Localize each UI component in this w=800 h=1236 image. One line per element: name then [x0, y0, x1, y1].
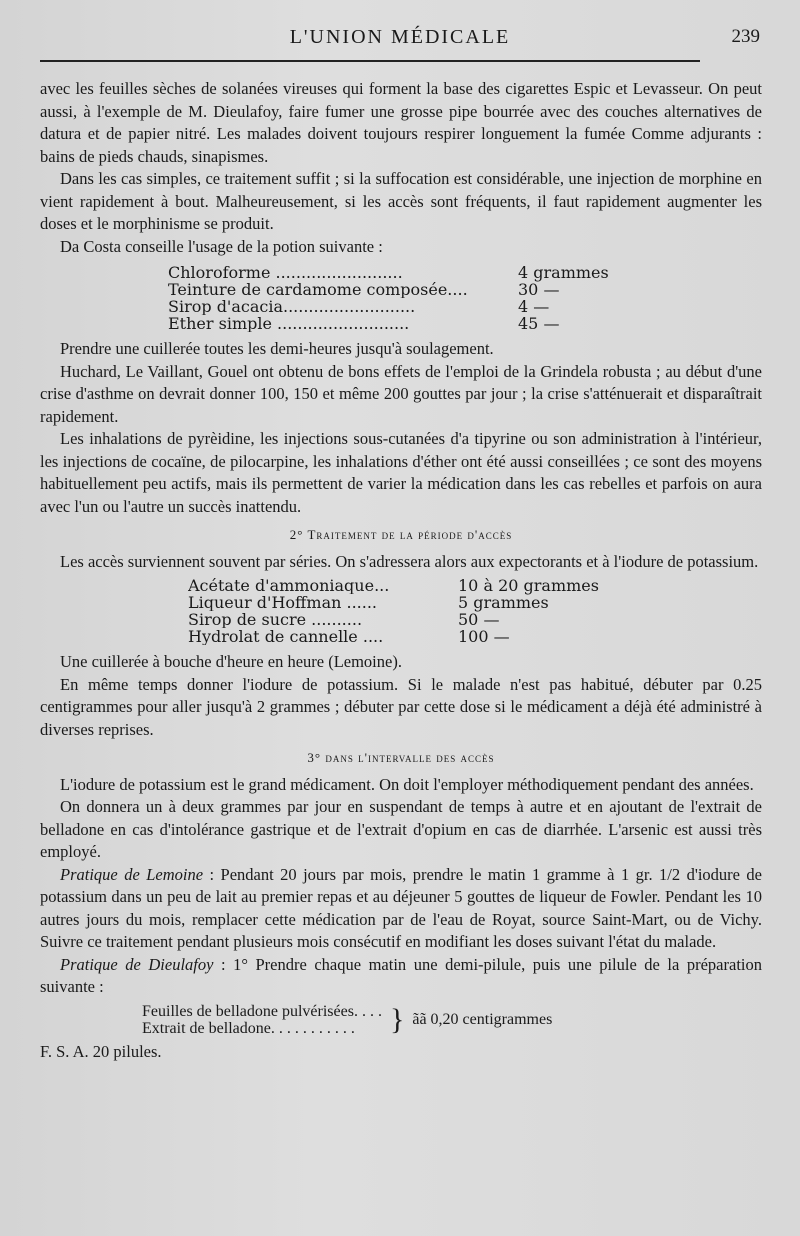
paragraph: Da Costa conseille l'usage de la potion suivante :	[60, 236, 383, 256]
recipe-row	[168, 315, 628, 332]
recipe-row	[188, 611, 608, 628]
ingredient: Teinture de cardamome composée....	[168, 281, 468, 298]
lemoine-text: : Pendant 20 jours par mois, prendre le matin 1 gramme à 1 gr. 1/2 d'iodure de potassium dans un peu de lait au premier repas et au déjeuner 5 gouttes de liqueur de Fowler. Pendant les 10 autres jours du mois, remplacer cette médication par de l'eau de Royat, source Saint-Mart, ou de Vichy. Suivre ce traitement pendant plusieurs mois consécutif en modifiant les doses suivant l'état du malade.	[40, 864, 762, 951]
brace: }	[389, 1002, 405, 1036]
pill-ingredients	[142, 1003, 382, 1037]
paragraph-lemoine	[40, 864, 762, 954]
ingredient: Hydrolat de cannelle ....	[188, 628, 384, 645]
quantity: 4 —	[518, 297, 550, 316]
ingredient: Extrait de belladone. . . . . . . . . . .	[142, 1019, 355, 1037]
paragraph: En même temps donner l'iodure de potassium. Si le malade n'est pas habitué, débuter par 0.25 centigrammes pour aller jusqu'à 2 grammes ; débuter par cette dose si le médicament a déjà été administré à diverses reprises.	[40, 674, 762, 739]
quantity: 30 —	[518, 280, 560, 299]
recipe-expectorant	[188, 577, 608, 645]
section-heading: 3° dans l'intervalle des accès	[307, 750, 495, 765]
quantity: 4 grammes	[518, 263, 609, 282]
ingredient: Sirop de sucre ..........	[188, 611, 363, 628]
paragraph: Huchard, Le Vaillant, Gouel ont obtenu de bons effets de l'emploi de la Grindela robusta ; au début d'une crise d'asthme on devrait donner 100, 150 et même 200 gouttes par jour ; la crise s'atténuerait et disparaîtrait rapidement.	[40, 361, 762, 426]
recipe-row	[188, 594, 608, 611]
paragraph: Prendre une cuillerée toutes les demi-heures jusqu'à soulagement.	[60, 339, 494, 358]
header-rule	[40, 60, 700, 62]
ingredient: Sirop d'acacia..........................	[168, 298, 416, 315]
recipe-row	[168, 281, 628, 298]
running-header	[40, 26, 760, 56]
recipe-row	[168, 298, 628, 315]
paragraph: Les accès surviennent souvent par séries. On s'adressera alors aux expectorants et à l'iodure de potassium.	[60, 551, 759, 571]
pill-dose: ãã 0,20 centigrammes	[412, 1011, 553, 1028]
dieulafoy-label: Pratique de Dieulafoy	[60, 954, 214, 974]
quantity: 50 —	[458, 610, 500, 629]
article-body	[40, 78, 762, 1063]
quantity: 45 —	[518, 314, 560, 333]
ingredient: Liqueur d'Hoffman ......	[188, 594, 378, 611]
paragraph: Une cuillerée à bouche d'heure en heure (Lemoine).	[60, 652, 402, 671]
quantity: 5 grammes	[458, 593, 549, 612]
recipe-row	[188, 628, 608, 645]
dieulafoy-text: : 1° Prendre chaque matin une demi-pilule, puis une pilule de la préparation suivante :	[40, 954, 762, 996]
pill-recipe	[142, 1003, 762, 1037]
paragraph: Les inhalations de pyrèidine, les injections sous-cutanées d'a tipyrine ou son administration à l'intérieur, les injections de cocaïne, de pilocarpine, les inhalations d'éther ont été aussi conseillées ; ce sont des moyens habituellement peu actifs, mais ils permettent de varier la médication dans les cas rebelles et parfois on aura avec l'un ou l'autre un succès inattendu.	[40, 429, 762, 516]
page-number: 239	[731, 26, 760, 47]
paragraph-dieulafoy	[40, 954, 762, 999]
recipe-row	[188, 577, 608, 594]
section-heading: 2° Traitement de la période d'accès	[289, 527, 513, 542]
journal-title: L'UNION MÉDICALE	[289, 26, 511, 48]
paragraph: avec les feuilles sèches de solanées vireuses qui forment la base des cigarettes Espic et Levasseur. On peut aussi, à l'exemple de M. Dieulafoy, faire fumer une grosse pipe bourrée avec des couches alternatives de datura et de papier nitré. Les malades doivent toujours respirer longuement la fumée Comme adjurants : bains de pieds chauds, sinapismes.	[40, 79, 762, 166]
paragraph: L'iodure de potassium est le grand médicament. On doit l'employer méthodiquement pendant des années.	[60, 774, 754, 794]
ingredient: Acétate d'ammoniaque...	[188, 577, 390, 594]
recipe-row	[168, 264, 628, 281]
paragraph: Dans les cas simples, ce traitement suffit ; si la suffocation est considérable, une injection de morphine en vient rapidement à bout. Malheureusement, si les accès sont fréquents, il faut rapidement augmenter les doses et le morphinisme se produit.	[40, 169, 762, 233]
recipe-potion	[168, 264, 628, 332]
ingredient: Feuilles de belladone pulvérisées. . . .	[142, 1002, 382, 1020]
paragraph: On donnera un à deux grammes par jour en suspendant de temps à autre et en ajoutant de l'extrait de belladone en cas d'intolérance gastrique et de l'extrait d'opium en cas de diarrhée. L'arsenic est aussi très employé.	[40, 797, 762, 861]
ingredient: Chloroforme .........................	[168, 264, 403, 281]
ingredient: Ether simple ..........................	[168, 315, 410, 332]
quantity: 10 à 20 grammes	[458, 576, 599, 595]
lemoine-label: Pratique de Lemoine	[60, 864, 204, 884]
quantity: 100 —	[458, 627, 510, 646]
closing-line: F. S. A. 20 pilules.	[40, 1041, 162, 1061]
